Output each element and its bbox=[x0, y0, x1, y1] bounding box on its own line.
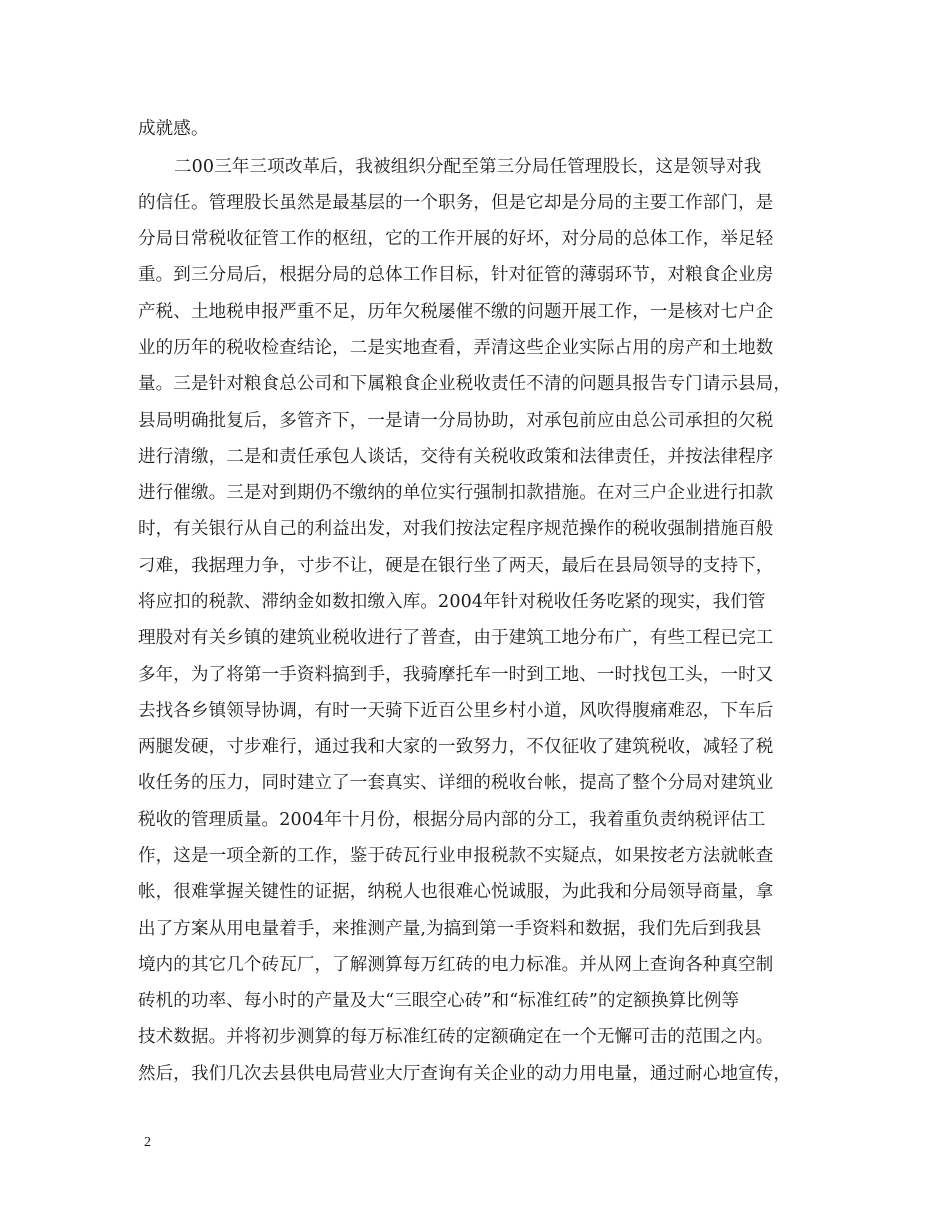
text-line: 量。三是针对粮食总公司和下属粮食企业税收责任不清的问题具报告专门请示县局， bbox=[138, 374, 792, 394]
text-line: 税收的管理质量。2004年十月份，根据分局内部的分工，我着重负责纳税评估工 bbox=[138, 810, 766, 830]
text-line: 收任务的压力，同时建立了一套真实、详细的税收台帐，提高了整个分局对建筑业 bbox=[138, 773, 774, 793]
text-line: 成就感。 bbox=[138, 119, 209, 139]
text-line: 进行清缴，二是和责任承包人谈话，交待有关税收政策和法律责任，并按法律程序 bbox=[138, 447, 774, 467]
text-line: 多年，为了将第一手资料搞到手，我骑摩托车一时到工地、一时找包工头，一时又 bbox=[138, 665, 774, 685]
text-line: 业的历年的税收检查结论，二是实地查看，弄清这些企业实际占用的房产和土地数 bbox=[138, 338, 774, 358]
text-line: 砖机的功率、每小时的产量及大“三眼空心砖”和“标准红砖”的定额换算比例等 bbox=[138, 991, 740, 1011]
text-line: 帐，很难掌握关键性的证据，纳税人也很难心悦诚服，为此我和分局领导商量，拿 bbox=[138, 882, 774, 902]
text-line: 技术数据。并将初步测算的每万标准红砖的定额确定在一个无懈可击的范围之内。 bbox=[138, 1027, 774, 1047]
text-line: 县局明确批复后，多管齐下，一是请一分局协助，对承包前应由总公司承担的欠税 bbox=[138, 411, 774, 431]
text-line: 出了方案从用电量着手，来推测产量,为搞到第一手资料和数据，我们先后到我县 bbox=[138, 919, 762, 939]
text-line: 时，有关银行从自己的利益出发，对我们按法定程序规范操作的税收强制措施百般 bbox=[138, 519, 774, 539]
text-line: 分局日常税收征管工作的枢纽，它的工作开展的好坏，对分局的总体工作，举足轻 bbox=[138, 229, 774, 249]
text-line: 刁难，我据理力争，寸步不让，硬是在银行坐了两天，最后在县局领导的支持下， bbox=[138, 556, 774, 576]
text-line: 重。到三分局后，根据分局的总体工作目标，针对征管的薄弱环节，对粮食企业房 bbox=[138, 265, 774, 285]
text-line: 将应扣的税款、滞纳金如数扣缴入库。2004年针对税收任务吃紧的现实，我们管 bbox=[138, 592, 766, 612]
text-line: 两腿发硬，寸步难行，通过我和大家的一致努力，不仅征收了建筑税收，减轻了税 bbox=[138, 737, 774, 757]
text-line: 去找各乡镇领导协调，有时一天骑下近百公里乡村小道，风吹得腹痛难忍，下车后 bbox=[138, 701, 774, 721]
text-line: 的信任。管理股长虽然是最基层的一个职务，但是它却是分局的主要工作部门，是 bbox=[138, 193, 774, 213]
text-line: 境内的其它几个砖瓦厂，了解测算每万红砖的电力标准。并从网上查询各种真空制 bbox=[138, 955, 774, 975]
text-line: 产税、土地税申报严重不足，历年欠税屡催不缴的问题开展工作，一是核对七户企 bbox=[138, 302, 774, 322]
text-line: 然后，我们几次去县供电局营业大厅查询有关企业的动力用电量，通过耐心地宣传， bbox=[138, 1064, 792, 1084]
text-line: 理股对有关乡镇的建筑业税收进行了普查，由于建筑工地分布广，有些工程已完工 bbox=[138, 628, 774, 648]
paragraph-first-line: 二00三年三项改革后，我被组织分配至第三分局任管理股长，这是领导对我 bbox=[174, 157, 762, 177]
text-line: 进行催缴。三是对到期仍不缴纳的单位实行强制扣款措施。在对三户企业进行扣款 bbox=[138, 483, 774, 503]
text-line: 作，这是一项全新的工作，鉴于砖瓦行业申报税款不实疑点，如果按老方法就帐查 bbox=[138, 846, 774, 866]
page-number: 2 bbox=[144, 1135, 151, 1150]
